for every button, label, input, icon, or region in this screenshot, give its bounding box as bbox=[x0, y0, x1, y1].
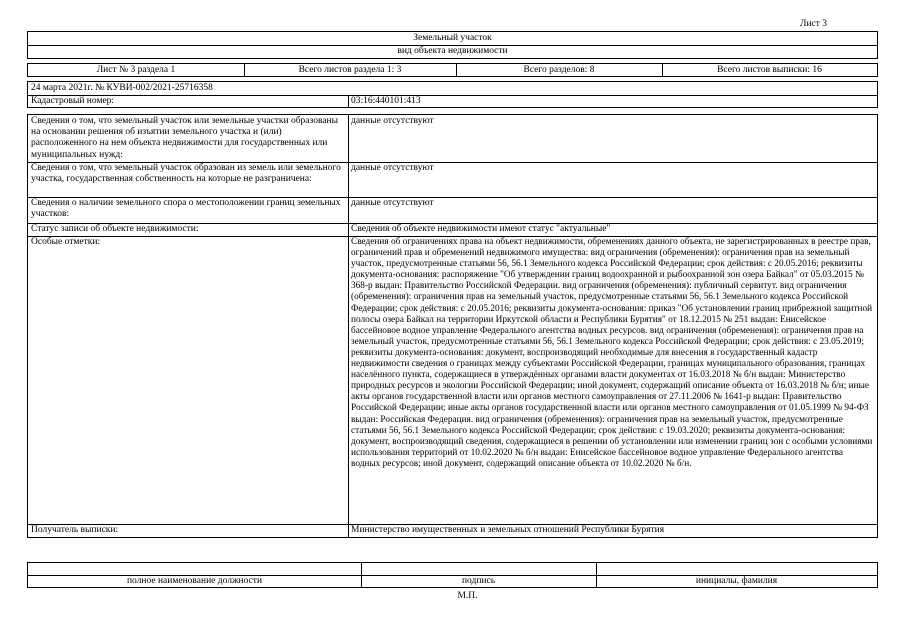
row-special-marks-value: Сведения об ограничениях права на объект недвижимости, обременениях данного объекта, не зарегистрированных в реестре прав, ограничений прав и обременений недвижимого имущества: вид ограничения (обременения): ограничения прав на земельный участок, предусмотренные статьями 56, 56.1 Земельного кодекса Российской Федерации; срок действия: с 20.05.2016; реквизиты документа-основания: распоряжение "Об утверждении границ водоохранной и рыбоохранной зон озера Байкал" от 05.03.2015 № 368-р выдан: Правительство Российской Федерации. вид ограничения (обременения): публичный сервитут. вид ограничения (обременения): ограничения прав на земельный участок, предусмотренные статьями 56, 56.1 Земельного кодекса Российской Федерации; срок действия: с 20.05.2016; реквизиты документа-основания: приказ "Об установлении границ прибрежной защитной полосы озера Байкал на территории Иркутской области и Республики Бурятия" от 18.12.2015 № 251 выдан: Енисейское бассейновое водное управление Федерального агентства водных ресурсов. вид ограничения (обременения): ограничения прав на земельный участок, предусмотренные статьями 56, 56.1 Земельного кодекса Российской Федерации; срок действия: с 23.05.2019; реквизиты документа-основания: документ, воспроизводящий необходимые для внесения в государственный кадастр недвижимости сведения о границах между субъектами Российской Федерации, границах муниципального образования, границах населённого пункта, содержащиеся в утверждённых органами власти документах от 16.03.2018 № б/н выдан: Министерство природных ресурсов и экологии Российской Федерации; иной документ, содержащий описание объекта от 16.03.2018 № б/н; иные акты органов государственной власти или органов местного самоуправления от 27.11.2006 № 1641-р выдан: Правительство Российской Федерации; иные акты органов государственной власти или органов местного самоуправления от 01.05.1999 № 94-ФЗ выдан: Российская Федерация. вид ограничения (обременения): ограничения прав на земельный участок, предусмотренные статьями 56, 56.1 Земельного кодекса Российской Федерации; срок действия: с 19.03.2020; реквизиты документа-основания: документ, воспроизводящий сведения, содержащиеся в решении об установлении или изменении границ зон с особыми условиями использования территорий от 10.02.2020 № б/н выдан: Енисейское бассейновое водное управление Федерального агентства водных ресурсов; иной документ, содержащий описание объекта от 10.02.2020 № б/н. bbox=[351, 237, 873, 469]
object-title: Земельный участок bbox=[413, 33, 492, 43]
extract-date-number: 24 марта 2021г. № КУВИ-002/2021-25716358 bbox=[31, 83, 213, 93]
row-state-land-value: данные отсутствуют bbox=[351, 163, 434, 173]
signature-block bbox=[27, 562, 878, 588]
object-subtitle: вид объекта недвижимости bbox=[397, 46, 508, 56]
info-bar bbox=[27, 63, 878, 77]
name-label: инициалы, фамилия bbox=[695, 576, 778, 586]
total-sheets-extract: Всего листов выписки: 16 bbox=[717, 65, 822, 75]
row-special-marks-label: Особые отметки: bbox=[31, 237, 101, 247]
row-dispute-value: данные отсутствуют bbox=[351, 198, 434, 208]
info-table bbox=[27, 114, 878, 538]
object-header bbox=[27, 31, 878, 59]
position-label: полное наименование должности bbox=[126, 576, 263, 586]
row-seizure-label: Сведения о том, что земельный участок или земельные участки образованы на основании решения об изъятии земельного участка и (или) расположенного на нем объекта недвижимости для государственных или муниципальных нужд: bbox=[31, 116, 338, 160]
row-recipient-label: Получатель выписки: bbox=[31, 525, 119, 535]
stamp-label: М.П. bbox=[457, 591, 478, 601]
sheet-label: Лист 3 bbox=[800, 19, 828, 29]
row-seizure-value: данные отсутствуют bbox=[351, 116, 434, 126]
row-status-label: Статус записи об объекте недвижимости: bbox=[31, 224, 199, 234]
cadastral-label: Кадастровый номер: bbox=[31, 96, 115, 106]
row-recipient-value: Министерство имущественных и земельных отношений Республики Бурятия bbox=[351, 525, 665, 535]
record-header bbox=[27, 81, 878, 108]
total-sheets-section: Всего листов раздела 1: 3 bbox=[298, 65, 402, 75]
row-state-land-label: Сведения о том, что земельный участок образован из земель или земельного участка, государственная собственность на которые не разграничена: bbox=[31, 163, 341, 185]
row-dispute-label: Сведения о наличии земельного спора о местоположении границ земельных участков: bbox=[31, 198, 341, 220]
total-sections: Всего разделов: 8 bbox=[523, 65, 595, 75]
cadastral-number: 03:16:440101:413 bbox=[351, 96, 421, 106]
row-status-value: Сведения об объекте недвижимости имеют статус "актуальные" bbox=[351, 224, 611, 234]
signature-label: подпись bbox=[461, 576, 496, 586]
sheet-section: Лист № 3 раздела 1 bbox=[96, 65, 176, 75]
